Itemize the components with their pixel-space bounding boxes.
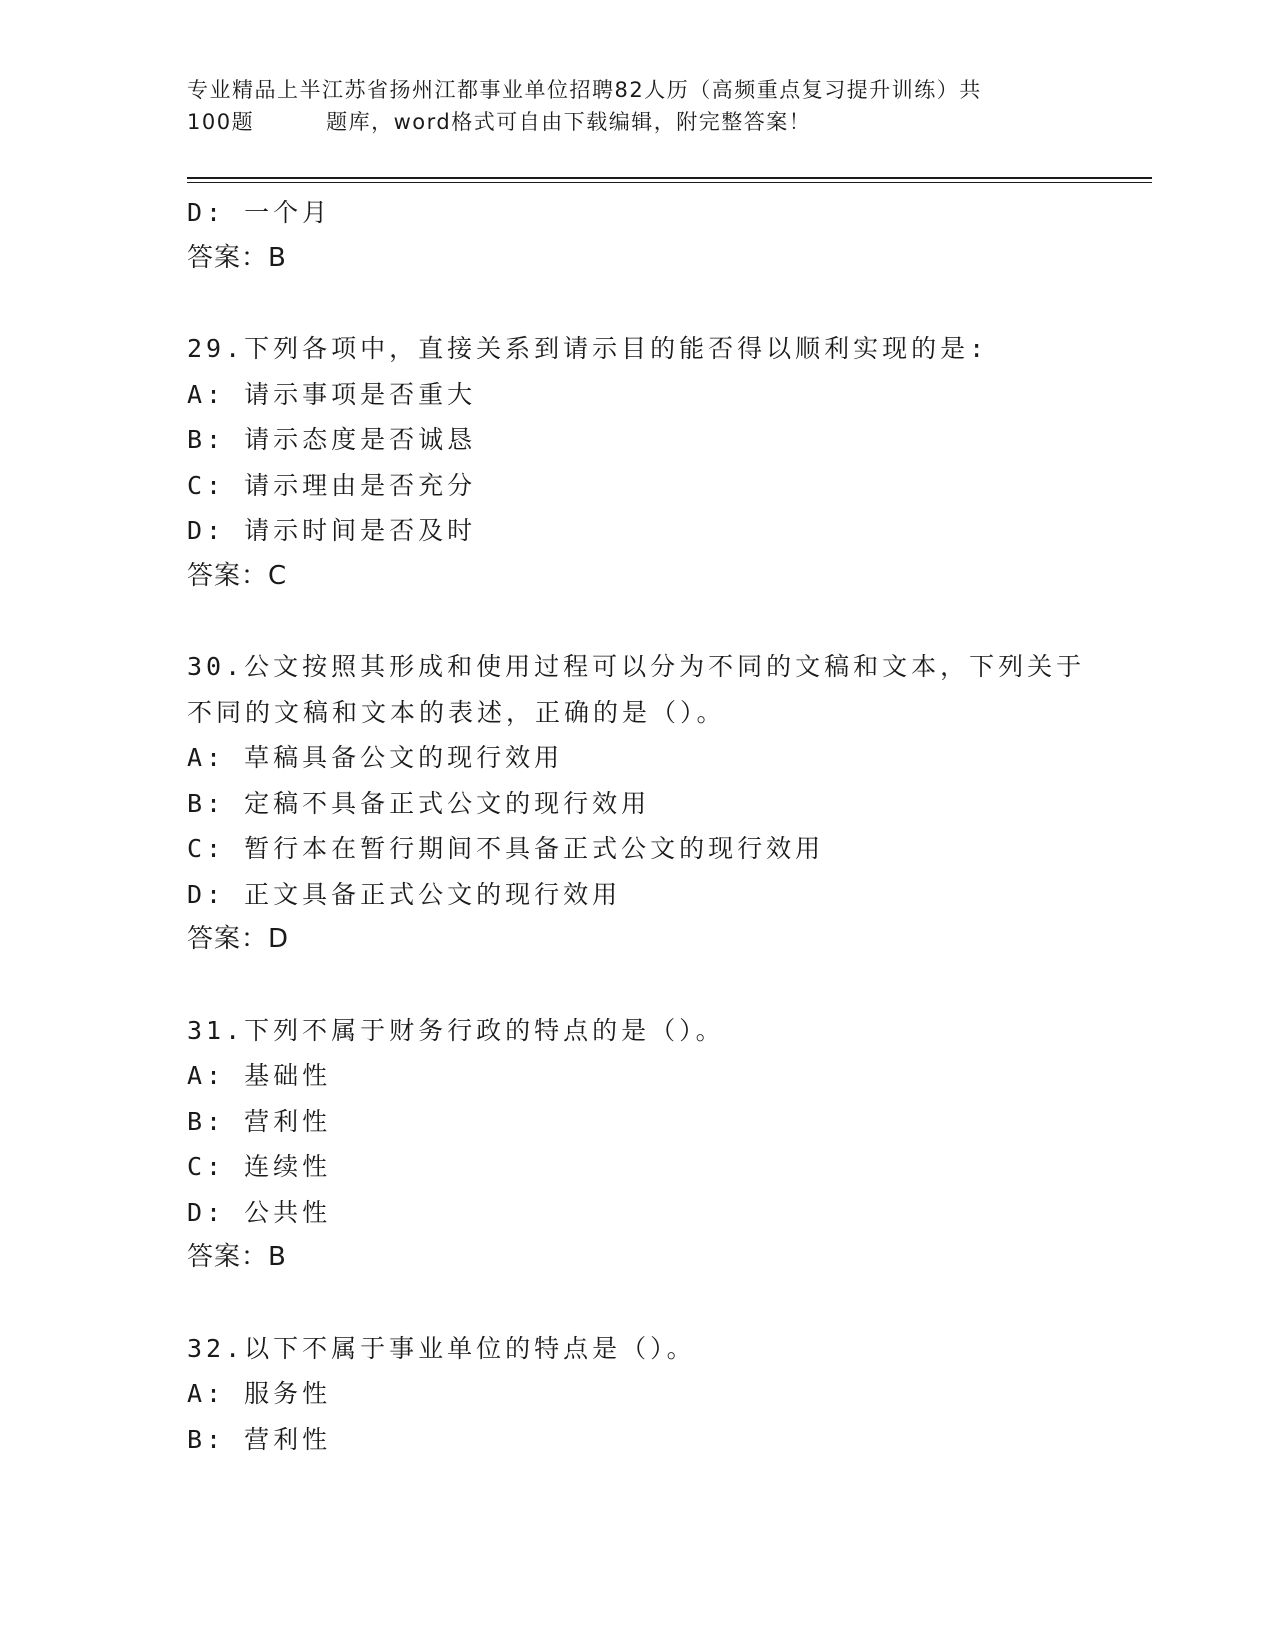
option-d: D: 请示时间是否及时 <box>187 516 477 545</box>
option-d: D: 公共性 <box>187 1197 332 1227</box>
answer: 答案：B <box>187 242 287 273</box>
question-32 <box>187 1326 1152 1463</box>
question-stem: 30.公文按照其形成和使用过程可以分为不同的文稿和文本，下列关于 <box>187 652 1086 681</box>
document-header <box>187 74 1087 138</box>
header-divider-thin <box>187 182 1152 183</box>
option-d: D: 一个月 <box>187 198 332 227</box>
header-divider-thick <box>187 177 1152 179</box>
answer: 答案：C <box>187 560 288 591</box>
document-body <box>187 190 1152 1462</box>
question-stem: 32.以下不属于事业单位的特点是（）。 <box>187 1333 696 1363</box>
question-31 <box>187 1008 1152 1281</box>
question-stem-cont: 不同的文稿和文本的表述，正确的是（）。 <box>187 697 726 727</box>
answer: 答案：B <box>187 1242 287 1272</box>
question-stem: 31.下列不属于财务行政的特点的是（）。 <box>187 1015 725 1045</box>
option-a: A: 草稿具备公文的现行效用 <box>187 743 564 772</box>
header-description: 题库，word格式可自由下载编辑，附完整答案！ <box>326 110 812 134</box>
option-b: B: 定稿不具备正式公文的现行效用 <box>187 788 651 818</box>
option-a: A: 请示事项是否重大 <box>187 379 477 409</box>
header-title-line2 <box>187 106 1087 138</box>
option-c: C: 暂行本在暂行期间不具备正式公文的现行效用 <box>187 834 825 863</box>
header-title-line1: 专业精品上半江苏省扬州江都事业单位招聘82人历（高频重点复习提升训练）共 <box>187 78 982 102</box>
question-29 <box>187 326 1152 599</box>
option-c: C: 连续性 <box>187 1152 332 1181</box>
option-b: B: 请示态度是否诚恳 <box>187 425 477 454</box>
option-b: B: 营利性 <box>187 1424 332 1454</box>
option-a: A: 服务性 <box>187 1379 332 1408</box>
option-d: D: 正文具备正式公文的现行效用 <box>187 879 622 909</box>
option-b: B: 营利性 <box>187 1106 332 1136</box>
header-count: 100题 <box>187 110 255 134</box>
option-a: A: 基础性 <box>187 1061 332 1090</box>
option-c: C: 请示理由是否充分 <box>187 470 477 500</box>
question-30 <box>187 644 1152 963</box>
answer: 答案：D <box>187 924 290 954</box>
question-stem: 29.下列各项中，直接关系到请示目的能否得以顺利实现的是: <box>187 334 989 363</box>
carryover-question <box>187 190 1152 281</box>
